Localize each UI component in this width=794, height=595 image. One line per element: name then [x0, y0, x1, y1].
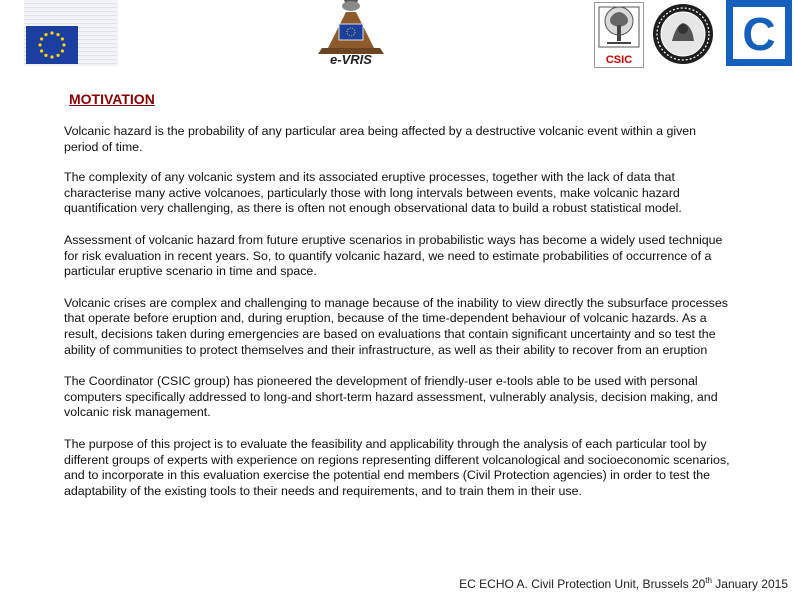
footer-text-after: January 2015 [711, 577, 788, 591]
c-logo-frame [733, 7, 785, 59]
paragraph-assessment: Assessment of volcanic hazard from future eruptive scenarios in probabilistic ways has become a widely used technique for risk evaluation in recent years. So, to quantify volcanic hazard, we need to estimate probabilities of occurrence of a particular eruptive scenario in time and space. [64, 232, 723, 279]
slide-body [64, 124, 732, 515]
footer-text-before: EC ECHO A. Civil Protection Unit, Brussels 20 [459, 577, 706, 591]
commission-c-logo [726, 0, 792, 66]
slide-title: MOTIVATION [69, 91, 155, 107]
seal-icon [652, 3, 714, 65]
paragraph-crises: Volcanic crises are complex and challenging to manage because of the inability to view directly the subsurface processes that operate before eruption and, during eruption, because of the time-dependent behaviour of volcanic hazards. As a result, decisions taken during emergencies are based on evaluations that contain significant uncertainty and so test the ability of communities to protect themselves and their infrastructure, as well as their ability to recover from an eruption [64, 295, 728, 357]
eu-flag-icon [26, 26, 78, 64]
paragraph-coordinator: The Coordinator (CSIC group) has pioneered the development of friendly-user e-tools able to be used with personal computers specifically addressed to long-and short-term hazard assessment, vulnerably analysis, decision making, and volcanic risk management. [64, 374, 718, 420]
evris-logo [314, 0, 388, 70]
csic-label: CSIC [605, 54, 633, 66]
footer-superscript: th [705, 576, 712, 585]
paragraph-purpose: The purpose of this project is to evaluate the feasibility and applicability through the analysis of each particular tool by different groups of experts with experience on regions representing different volcanological and socioeconomic scenarios, and to incorporate in this evaluation exercise the potential end members (Civil Protection agencies) in order to test the adaptability of the existing tools to their needs and requirements, and to train them in their use. [64, 436, 730, 498]
paragraph-complexity: The complexity of any volcanic system and its associated eruptive processes, together with the lack of data that characterise many active volcanoes, particularly those with long intervals between events, make volcanic hazard quantification very challenging, as there is often not enough observational data to build a robust statistical model. [64, 170, 682, 216]
volcano-logo-icon [314, 0, 388, 56]
paragraph-definition: Volcanic hazard is the probability of any particular area being affected by a destructive volcanic event within a given period of time. [64, 124, 697, 154]
footer-citation [459, 576, 788, 591]
university-seal-logo [652, 3, 714, 65]
evris-label: e-VRIS [330, 52, 372, 67]
c-letter: C [742, 8, 776, 60]
header-logos [0, 0, 794, 70]
tree-logo-icon [595, 3, 643, 51]
eu-flag-logo [24, 0, 118, 66]
csic-logo [594, 2, 644, 68]
